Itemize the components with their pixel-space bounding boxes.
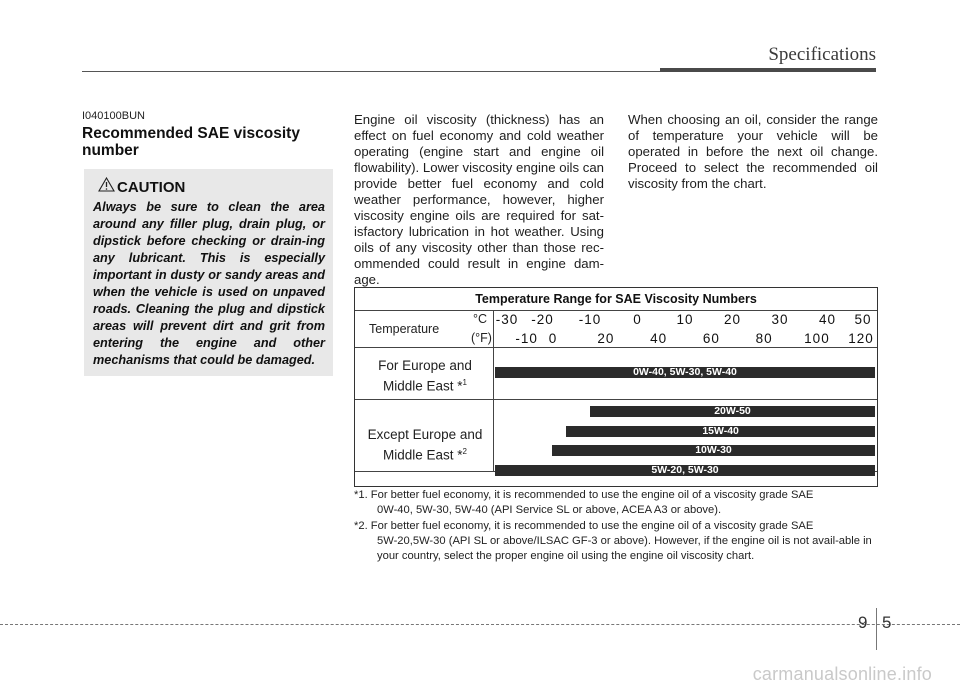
celsius-unit: °C [473, 312, 488, 326]
temperature-label: Temperature [369, 322, 440, 336]
footnote-rest: 5W-20,5W-30 (API SL or above/ILSAC GF-3 or above). However, if the engine oil is not avail-able in your country, select the proper engine oil using the engine oil viscosity chart. [377, 535, 872, 562]
celsius-tick: 0 [633, 312, 642, 327]
celsius-tick: 50 [854, 312, 872, 327]
row-label-line: Middle East * [383, 378, 463, 394]
section-code: I040100BUN [82, 110, 145, 122]
fahrenheit-tick: 60 [702, 331, 720, 346]
caution-body: Always be sure to clean the area around any filler plug, drain plug, or dipstick before checking or drain-ing any lubricant. This is especially important in dusty or sandy areas and when the vehicle is used on unpaved roads. Cleaning the plug and dipstick areas will prevent dirt and grit from entering the engine and other mechanisms that could be damaged. [93, 200, 325, 367]
viscosity-grade-label: 0W-40, 5W-30, 5W-40 [633, 366, 737, 378]
celsius-tick: 30 [771, 312, 789, 327]
header-rule-accent [660, 68, 876, 72]
chart-divider [355, 399, 877, 400]
footnote-1 [354, 488, 876, 518]
footnote-lead: *2. For better fuel economy, it is recommended to use the engine oil of a viscosity grade SAE [354, 520, 814, 532]
row-label-line: Middle East * [383, 447, 463, 463]
viscosity-paragraph: Engine oil viscosity (thickness) has an effect on fuel economy and cold weather operating (engine start and engine oil flowability). Lower viscosity engine oils can provide better fuel economy and cold weather performance, however, higher viscosity engine oils are required for sat-isfactory lubrication in hot weather. Using oils of any viscosity other than those rec-ommended could result in engine dam-age. [354, 112, 604, 287]
footnote-mark: 2 [462, 447, 467, 456]
celsius-tick: 40 [818, 312, 837, 327]
fahrenheit-tick: 20 [597, 331, 615, 346]
celsius-tick: -20 [531, 312, 554, 327]
chart-divider [355, 347, 877, 348]
caution-box [84, 169, 333, 376]
viscosity-bar [590, 406, 875, 417]
footnote-rest: 0W-40, 5W-30, 5W-40 (API Service SL or above, ACEA A3 or above). [377, 504, 722, 516]
section-title: Specifications [768, 44, 876, 65]
viscosity-grade-label: 5W-20, 5W-30 [651, 464, 719, 476]
chart-title: Temperature Range for SAE Viscosity Numbers [475, 292, 757, 306]
viscosity-bar [552, 445, 875, 456]
warning-triangle-icon [98, 177, 115, 192]
celsius-tick: 10 [676, 312, 694, 327]
viscosity-chart [354, 287, 878, 487]
footer-rule [0, 624, 960, 625]
caution-title: CAUTION [117, 179, 186, 196]
row-label-line: Except Europe and [367, 427, 483, 442]
page-number-separator [876, 608, 877, 650]
footnote-2 [354, 519, 876, 564]
row-label-line: For Europe and [378, 358, 472, 373]
fahrenheit-tick: 100 [804, 331, 830, 346]
page-number: 5 [882, 613, 892, 632]
viscosity-grade-label: 15W-40 [702, 425, 739, 437]
chapter-number: 9 [858, 613, 868, 632]
fahrenheit-tick: 120 [848, 331, 874, 346]
fahrenheit-tick: 0 [548, 331, 558, 346]
section-heading: Recommended SAE viscosity number [82, 125, 300, 159]
row-label-except-europe [355, 426, 495, 464]
fahrenheit-tick: 40 [650, 331, 668, 346]
oil-choice-paragraph: When choosing an oil, consider the range of temperature your vehicle will be operated in before the next oil change. Proceed to select the recommended oil viscosity from the chart. [628, 112, 878, 191]
viscosity-bar [495, 465, 875, 476]
fahrenheit-tick: 80 [755, 331, 773, 346]
chart-divider [355, 310, 877, 311]
celsius-tick: 20 [723, 312, 742, 327]
viscosity-bar [495, 367, 875, 378]
fahrenheit-tick: -10 [515, 331, 538, 346]
celsius-tick: -30 [495, 312, 519, 327]
footnote-mark: 1 [462, 378, 467, 387]
celsius-tick: -10 [578, 312, 602, 327]
footnote-lead: *1. For better fuel economy, it is recommended to use the engine oil of a viscosity grade SAE [354, 489, 814, 501]
watermark: carmanualsonline.info [752, 664, 932, 684]
row-label-europe [355, 357, 495, 395]
viscosity-bar [566, 426, 875, 437]
viscosity-grade-label: 10W-30 [695, 444, 732, 456]
viscosity-grade-label: 20W-50 [714, 405, 751, 417]
fahrenheit-unit: (°F) [471, 331, 492, 345]
